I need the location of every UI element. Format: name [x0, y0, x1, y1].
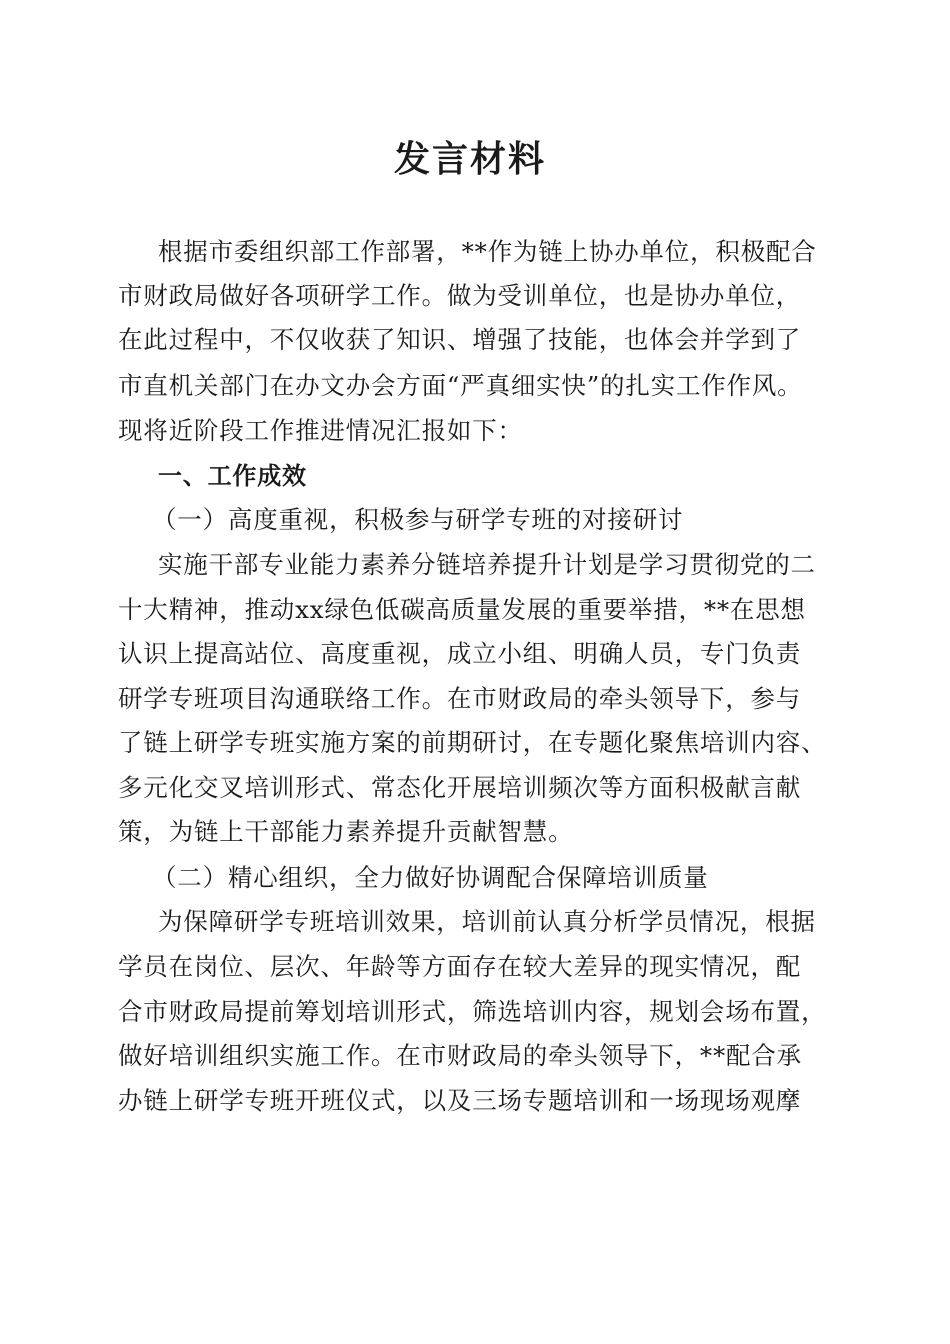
paragraph-line: 为保障研学专班培训效果，培训前认真分析学员情况，根据	[158, 907, 816, 936]
paragraph-line: 实施干部专业能力素养分链培养提升计划是学习贯彻党的二	[158, 550, 816, 579]
paragraph-line: 研学专班项目沟通联络工作。在市财政局的牵头领导下，参与	[118, 684, 802, 713]
paragraph-line: 多元化交叉培训形式、常态化开展培训频次等方面积极献言献	[118, 773, 802, 802]
paragraph-line: 学员在岗位、层次、年龄等方面存在较大差异的现实情况，配	[118, 952, 802, 981]
document-title: 发言材料	[393, 138, 546, 180]
paragraph-line: 在此过程中，不仅收获了知识、增强了技能，也体会并学到了	[118, 325, 802, 354]
subsection-heading: （一）高度重视，积极参与研学专班的对接研讨	[152, 505, 684, 534]
paragraph-line: 合市财政局提前筹划培训形式，筛选培训内容，规划会场布置，	[118, 997, 827, 1026]
paragraph-line: 认识上提高站位、高度重视，成立小组、明确人员，专门负责	[118, 639, 802, 668]
paragraph-line: 市直机关部门在办文办会方面“严真细实快”的扎实工作作风。	[118, 371, 803, 400]
section-heading: 一、工作成效	[158, 462, 307, 490]
paragraph-line: 根据市委组织部工作部署，**作为链上协办单位，积极配合	[158, 237, 817, 266]
paragraph-line: 办链上研学专班开班仪式，以及三场专题培训和一场现场观摩	[118, 1086, 802, 1115]
paragraph-line: 策，为链上干部能力素养提升贡献智慧。	[118, 817, 574, 846]
subsection-heading: （二）精心组织，全力做好协调配合保障培训质量	[152, 863, 709, 892]
paragraph-line: 现将近阶段工作推进情况汇报如下：	[118, 416, 523, 445]
paragraph-line: 市财政局做好各项研学工作。做为受训单位，也是协办单位，	[118, 281, 802, 310]
paragraph-line: 了链上研学专班实施方案的前期研讨，在专题化聚焦培训内容、	[118, 728, 827, 757]
paragraph-line: 十大精神，推动xx绿色低碳高质量发展的重要举措，**在思想	[118, 595, 806, 624]
paragraph-line: 做好培训组织实施工作。在市财政局的牵头领导下，**配合承	[118, 1041, 802, 1070]
